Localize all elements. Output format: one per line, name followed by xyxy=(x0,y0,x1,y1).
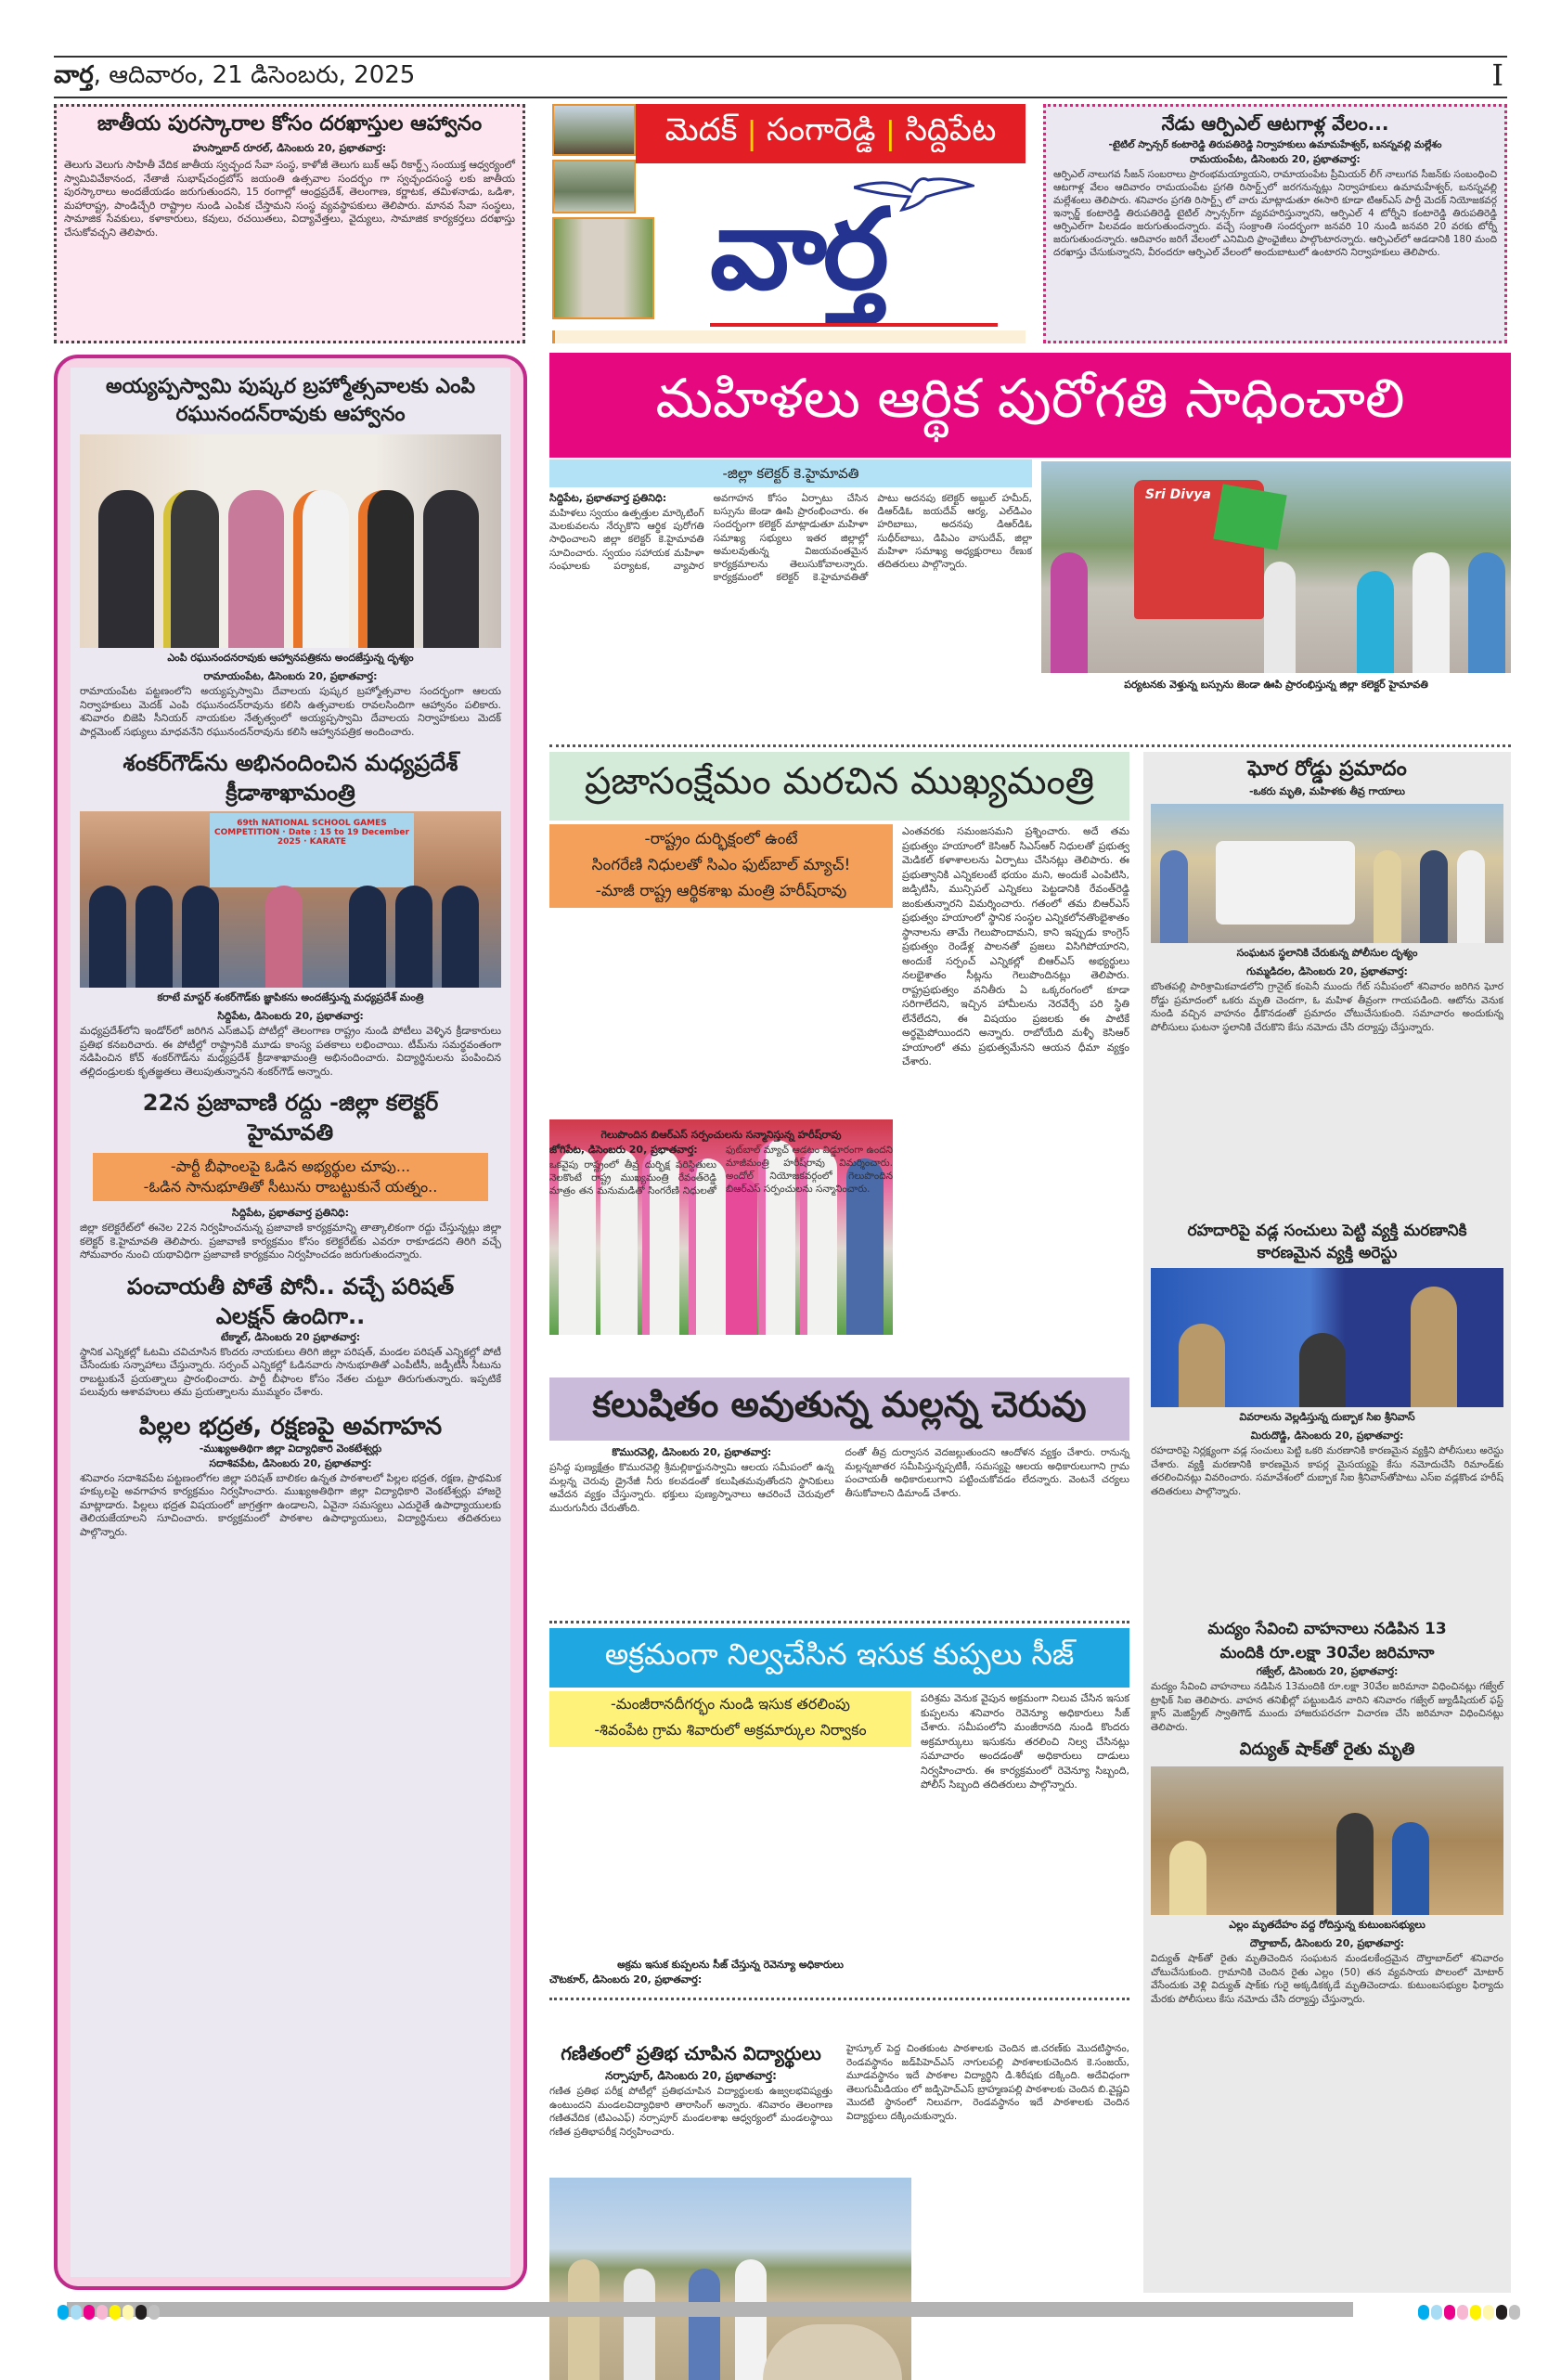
photo-caption: అక్రమ ఇసుక కుప్పలను సీజ్ చేస్తున్న రెవెన్యూ అధికారులు xyxy=(617,1959,844,1971)
event-banner: 69th NATIONAL SCHOOL GAMES COMPETITION · Date : 15 to 19 December 2025 · KARATE xyxy=(210,813,414,887)
issue-date: ఆదివారం, 21 డిసెంబరు, 2025 xyxy=(109,61,416,89)
kicker-box xyxy=(93,1153,488,1201)
swatch xyxy=(1444,2305,1455,2320)
person xyxy=(1392,1822,1429,1915)
person xyxy=(135,886,173,988)
dateline: టేక్మాల్, డిసెంబరు 20 ప్రభాతవార్త: xyxy=(220,1330,361,1343)
swatch xyxy=(97,2305,108,2320)
article-body: విద్యుత్ షాక్‌తో రైతు మృతిచెందిన సంఘటన మండలకేంద్రమైన దౌల్తాబాద్‌లో శనివారం చోటుచేసుకుంది. గ్రామానికి చెందిన రైతు ఎల్లం (50) తన వ్యవసాయ పొలంలో మోటార్ వేసేందుకు వెళ్లి విద్యుత్ షాక్‌కు గురై అక్కడికక్కడే మృతిచెందాడు. కుటుంబసభ్యుల ఫిర్యాదు మేరకు పోలీసులు కేసు నమోదు చేసి దర్యాప్తు చేస్తున్నారు. xyxy=(1151,1953,1503,2005)
photo-caption: సంఘటన స్థలానికి చేరుకున్న పోలీసుల దృశ్యం xyxy=(1236,947,1418,959)
landmark-photo-garden xyxy=(552,160,636,213)
photo-caption: పర్యటనకు వెళ్తున్న బస్సును జెండా ఊపి ప్రారంభిస్తున్న జిల్లా కలెక్టర్ హైమావతి xyxy=(1124,679,1428,691)
headline: రహదారిపై వడ్ల సంచులు పెట్టి వ్యక్తి మరణానికి కారణమైన వ్యక్తి అరెస్టు xyxy=(1187,1222,1467,1262)
left-column xyxy=(54,355,527,2290)
article-body: ప్రసిద్ధ పుణ్యక్షేత్రం కొమురవెల్లి శ్రీమల్లికార్జునస్వామి ఆలయ సమీపంలో ఉన్న మల్లన్న చెరువు డ్రైనేజీ నీరు కలవడంతో కలుషితమవుతోందని స్థానికులు ఆవేదన వ్యక్తం చేస్తున్నారు. భక్తులు పుణ్యస్నానాలు ఆచరించే చెరువులో మురుగునీరు చేరుతోంది. xyxy=(549,1462,834,1514)
region-medak: మెదక్ xyxy=(664,111,738,149)
subhead: -టైటిల్ స్పాన్సర్ కంటారెడ్డి తిరుపతిరెడ్డి నిర్వాహకులు ఉమామహేశ్వర్, బనస్నవల్లి మల్లేశం xyxy=(1108,139,1442,150)
headline: పంచాయతీ పోతే పోనీ.. వచ్చే పరిషత్ ఎలక్షన్ ఉందిగా.. xyxy=(126,1273,455,1329)
article-body: తెలుగు వెలుగు సాహితీ వేదిక జాతీయ స్వచ్ఛంద సేవా సంస్థ, కాళోజీ తెలుగు బుక్ ఆఫ్ రికార్డ్స్ సంయుక్త ఆధ్వర్యంలో స్వామివివేకానంద, నేతాజీ సుభాష్‌చంద్రబోస్ జయంతి ఉత్సవాల సందర్భం గా స్వచ్ఛందసంస్థ లకు జాతీయ పురస్కారాలు అందజేయడం జరుగుతుందని, 15 రంగాల్లో ఆంధ్రప్రదేశ్, తెలంగాణ, కర్ణాటక, తమిళనాడు, ఒడిశా, మహారాష్ట్ర, పాండిచ్చేరి రాష్ట్రాల నుండి ఎంపిక చేస్తామని సంస్థ వ్యవస్థాపకులు తెలిపారు. మానవ సేవా సంస్థలు, సామాజిక సేవకులు, కళాకారులు, కవులు, రచయితలు, విద్యావేత్తలు, వైద్యులు, సామాజిక కార్యకర్తలు దరఖాస్తు చేసుకోవచ్చని తెలిపారు. xyxy=(64,159,515,239)
logo-vaartha: వార్త xyxy=(710,186,885,315)
paper-name: వార్త xyxy=(54,61,94,89)
person xyxy=(89,886,126,988)
section-divider xyxy=(549,1621,1129,1623)
swatch xyxy=(1483,2305,1494,2320)
person xyxy=(228,490,284,648)
banner-footer xyxy=(552,330,1026,343)
swatch xyxy=(1496,2305,1507,2320)
story4-headline: అక్రమంగా నిల్వచేసిన ఇసుక కుప్పలు సీజ్ xyxy=(549,1628,1129,1688)
region-siddipet: సిద్దిపేట xyxy=(905,111,997,149)
subhead: -ఒకరు మృతి, మహిళకు తీవ్ర గాయాలు xyxy=(1249,785,1405,797)
person xyxy=(1299,1333,1346,1407)
right-column xyxy=(1143,752,1511,2293)
photo-caption: వివరాలను వెల్లడిస్తున్న దుబ్బాక సిఐ శ్రీనివాస్ xyxy=(1239,1411,1415,1423)
masthead-rule xyxy=(54,97,1507,98)
person xyxy=(395,886,432,988)
photo-karate-event xyxy=(80,811,501,988)
collector xyxy=(1357,571,1394,673)
kicker-line: -మాజీ రాష్ట్ర ఆర్థికశాఖ మంత్రి హరీష్‌రావు xyxy=(595,882,847,900)
person xyxy=(1179,1324,1225,1407)
story3-col-left xyxy=(549,1446,834,1609)
headline: పిల్లల భద్రత, రక్షణపై అవగాహన xyxy=(138,1412,443,1441)
headline: ఘోర రోడ్డు ప్రమాదం xyxy=(1247,757,1407,781)
landmark-photo-church xyxy=(552,217,654,319)
person xyxy=(423,490,479,648)
person xyxy=(163,490,219,648)
person xyxy=(1264,562,1296,673)
swatch xyxy=(148,2305,160,2320)
kicker-line: -మంజీరానదీగర్భం నుండి ఇసుక తరలింపు xyxy=(610,1695,851,1713)
story2-kicker xyxy=(549,824,893,908)
person xyxy=(1413,552,1450,673)
kicker-line: -రాష్ట్రం దుర్భిక్షంలో ఉంటే xyxy=(644,830,798,848)
dateline: చౌటకూర్, డిసెంబరు 20, ప్రభాతవార్త: xyxy=(549,1973,703,1985)
person xyxy=(358,490,414,648)
dateline: దౌల్తాబాద్, డిసెంబరు 20, ప్రభాతవార్త: xyxy=(1249,1937,1405,1949)
lead-article xyxy=(549,492,1032,735)
headline: అయ్యప్పస్వామి పుష్కర బ్రహ్మోత్సవాలకు ఎంపి రఘునందన్‌రావుకు ఆహ్వానం xyxy=(106,375,475,426)
kicker-line: సింగరేణి నిధులతో సిఎం ఫుట్‌బాల్ మ్యాచ్! xyxy=(591,856,851,874)
story2-body-right: ఎంతవరకు సమంజసమని ప్రశ్నించారు. అదే తమ ప్రభుత్వం హయాంలో కెసిఆర్ సిఎస్ఆర్ నిధులతో ప్రభుత్వ మెడికల్ కళాశాలలను ఏర్పాటు చేసినట్లు తెలిపారు. ఈ ప్రభుత్వానికి ఎన్నికలంటే భయం మని, అందుకే ఎంపిటిసి, జడ్పిటిసి, మున్సిపల్ ఎన్నికలు పెట్టడానికి రేవంత్‌రెడ్డి జంకుతున్నారని విమర్శించారు. గతంలో తమ బిఆర్ఎస్ ప్రభుత్వం హయాంలో స్థానిక సంస్థల ఎన్నికలోనతొంభైశాతం స్థానాలను తామే గెలుపొందామని, కాని ఇప్పుడు కాంగ్రెస్ ప్రభుత్వం రెండేళ్ల పాలనతో ప్రజలు విసిగిపోయారని, అందుకే సర్పంచ్ ఎన్నికల్లో బిఆర్ఎస్ అభ్యర్థులు నలభైశాతం సీట్లను గెలుపొందినట్లు తెలిపారు. రాష్ట్రప్రభుత్వం వనితీరు ఏ ఒక్కరంగంలో కూడా సరిగాలేదని, ఇచ్చిన హామీలను నెరవేర్చే పరి స్థితి లేనేలేదని, ఈ విషయం ప్రజలకు ఈ పాటికే అర్థమైపోయిందని అన్నారు. రాబోయేది మళ్ళీ కెసిఆర్ హయాంలో తమ ప్రభుత్వమేనని ఆయన ధీమా వ్యక్తం చేశారు. xyxy=(902,825,1129,1067)
person xyxy=(1468,552,1505,673)
person xyxy=(182,886,219,988)
dateline: మిరుదొడ్డి, డిసెంబరు 20, ప్రభాతవార్త: xyxy=(1250,1429,1404,1442)
kicker-line: -పార్టీ బీఫాంలపై ఓడిన అభ్యర్థుల చూపు... xyxy=(170,1158,411,1175)
headline: శంకర్‌గౌడ్‌ను అభినందించిన మధ్యప్రదేశ్ క్రీడాశాఖామంత్రి xyxy=(123,750,458,806)
page-number: I xyxy=(1491,58,1503,93)
region-sangareddy: సంగారెడ్డి xyxy=(766,111,876,149)
photo-caption: గెలుపొందిన బిఆర్ఎస్ సర్పంచులను సన్మానిస్తున్న హరీష్‌రావు xyxy=(600,1129,842,1141)
swatch xyxy=(110,2305,121,2320)
person xyxy=(1051,552,1088,673)
swatch xyxy=(1418,2305,1429,2320)
separator: | xyxy=(884,115,897,152)
swatch xyxy=(1431,2305,1442,2320)
article-body: ఆర్పిఎల్ నాలుగవ సీజన్ సంబరాలు ప్రారంభమయ్యాయని, రామాయంపేట ప్రీమియర్ లీగ్ నాలుగవ సీజన్‌కు సంబంధించి ఆటగాళ్ల వేలం ఆదివారం రామయంపేట ప్రగతి రిసార్ట్స్‌లో జరగనున్నట్లు నిర్వాహకులు ఉమామహేశ్వర్, బనస్నవల్లి మల్లేశంలు తెలిపారు. శనివారం ప్రగతి రిసార్ట్స్ లో వారు మాట్లాడుతూ ఈసారి కూడా టిఆర్ఎస్ పార్టీ మెదక్ నియోజకవర్గ ఇన్చార్జ్ కంటారెడ్డి తిరుపతిరెడ్డి టైటిల్ స్పాన్సర్‌గా వ్యవహరిస్తున్నారని, ఆర్పిఎల్ 4 టోర్నీని కంటారెడ్డి తిరుపతిరెడ్డి ఆర్పిఎల్‌గా పిలవడం జరుగుతుందన్నారు. వచ్చే సంక్రాంతి సందర్భంగా జనవరి 10 నుండి జనవరి 20 వరకు టోర్నీ జరుగుతుందన్నారు. ఆదివారం జరిగే వేలంలో ఎనిమిది ఫ్రాంఛైజీలు పాల్గొంటారన్నారు. ఆర్పిఎల్‌లో ఆడడానికి 180 మంది దరఖాస్తు చేసుకున్నారని, వీరందరూ ఆర్పిఎల్ వేలంలో అందుబాటులో ఉంటారని నిర్వాహకులు తెలిపారు. xyxy=(1053,169,1497,258)
color-registration-marks-left xyxy=(58,2305,160,2320)
article-body: పరిశ్రమ వెనుక వైపున అక్రమంగా నిలువ చేసిన ఇసుక కుప్పలను శనివారం రెవెన్యూ అధికారులు సీజ్ చేశారు. సమీపంలోని మంజీరానది నుండి కొందరు అక్రమార్కులు ఇసుకను తరలించి నిల్వ చేసినట్లు సమాచారం అందడంతో అధికారులు దాడులు నిర్వహించారు. ఈ కార్యక్రమంలో రెవెన్యూ సిబ్బంది, పోలీస్ సిబ్బంది తదితరులు పాల్గొన్నారు. xyxy=(921,1692,1129,1791)
person xyxy=(1457,850,1485,943)
section-divider xyxy=(549,744,1511,747)
story4-kicker xyxy=(549,1691,911,1747)
dateline: కొమురవెల్లి, డిసెంబరు 20, ప్రభాతవార్త: xyxy=(612,1446,772,1458)
article-body: దంతో తీవ్ర దుర్వాసన వెదజల్లుతుందని ఆందోళన వ్యక్తం చేశారు. రానున్న మల్లన్నజాతర సమీపిస్తున్నప్పటికీ, సమస్యపై ఆలయ అధికారులుగాని గ్రామ పంచాయతీ అధికారులుగాని పట్టించుకోవడం లేదన్నారు. వెంటనే చర్యలు తీసుకోవాలని డిమాండ్ చేశారు. xyxy=(845,1447,1129,1499)
dateline: నర్సాపూర్, డిసెంబరు 20, ప్రభాతవార్త: xyxy=(605,2069,777,2082)
photo-police-briefing xyxy=(1151,1268,1503,1407)
swatch xyxy=(84,2305,95,2320)
sand-pile xyxy=(763,2324,902,2380)
lead-headline: మహిళలు ఆర్థిక పురోగతి సాధించాలి xyxy=(549,353,1511,458)
photo-mp-invitation xyxy=(80,434,501,648)
swatch xyxy=(1509,2305,1520,2320)
logo-underline xyxy=(710,323,998,327)
kicker-line: -ఓడిన సానుభూతితో సీటును రాబట్టుకునే యత్నం.. xyxy=(143,1178,438,1196)
article-body: మధ్యప్రదేశ్‌లోని ఇండోర్‌లో జరిగిన ఎస్‌జిఎఫ్ పోటీల్లో తెలంగాణ రాష్ట్రం నుండి పోటీలు వెళ్ళిన క్రీడాకారులు ప్రతిభ కనబరిచారు. ఈ పోటీల్లో రాష్ట్రానికి మూడు కాంస్య పతకాలు లభించాయి. టీమ్‌ను సమర్థవంతంగా నడిపించిన కోచ్ శంకర్‌గౌడ్‌ను మధ్యప్రదేశ్ క్రీడాశాఖామంత్రి అభినందించారు. విద్యార్థినులను పంపించిన తల్లిదండ్రులకు కృతజ్ఞతలు తెలుపుతున్నానని శంకర్‌గౌడ్ అన్నారు. xyxy=(80,1025,501,1078)
story5-left xyxy=(549,2042,832,2293)
dateline: జోగిపేట, డిసెంబరు 20, ప్రభాతవార్త: xyxy=(549,1144,698,1156)
officer xyxy=(1411,1287,1457,1407)
story3-headline: కలుషితం అవుతున్న మల్లన్న చెరువు xyxy=(549,1378,1129,1441)
article-body: బొంతపల్లి పారిశ్రామికవాడలోని గ్రానైట్ కంపెనీ ముందు గేట్ సమీపంలో శనివారం జరిగిన ఘోర రోడ్డు ప్రమాదంలో ఒకరు మృతి చెందగా, ఓ మహిళ తీవ్రంగా గాయపడింది. ఆటోను వెనుక నుండి వచ్చిన వాహనం ఢీకొనడంతో ప్రమాదం చోటుచేసుకుంది. సమాచారం అందుకున్న పోలీసులు ఘటనా స్థలానికి చేరుకొని కేసు నమోదు చేసి దర్యాప్తు చేస్తున్నారు. xyxy=(1151,981,1503,1033)
ambulance-van xyxy=(1216,841,1355,925)
photo-caption: కరాటే మాస్టర్ శంకర్‌గౌడ్‌కు జ్ఞాపికను అందజేస్తున్న మధ్యప్రదేశ్ మంత్రి xyxy=(157,991,424,1003)
dateline: హుస్నాబాద్ రూరల్, డిసెంబరు 20, ప్రభాతవార్త: xyxy=(192,142,387,154)
dateline: సిద్దిపేట, ప్రభాతవార్త ప్రతినిధి: xyxy=(549,492,667,504)
story2-headline: ప్రజాసంక్షేమం మరచిన ముఖ్యమంత్రి xyxy=(549,752,1129,821)
swatch xyxy=(1470,2305,1481,2320)
person xyxy=(1374,850,1401,943)
dateline: సదాశివపేట, డిసెంబరు 20, ప్రభాతవార్త: xyxy=(209,1456,372,1469)
person xyxy=(293,490,349,648)
swatch xyxy=(1457,2305,1468,2320)
swatch xyxy=(135,2305,147,2320)
article-body: ఒకవైపు రాష్ట్రంలో తీవ్ర దుర్భిక్ష పరిస్థితులు నెలకొంటే రాష్ట్ర ముఖ్యమంత్రి రేవంత్‌రెడ్డి మాత్రం తన మనుమడితో సింగరేణి నిధులతో ఫుట్‌బాల్ మ్యాచ్ ఆడటం విడ్డూరంగా ఉందని మాజీమంత్రి హరీష్‌రావు విమర్శించారు. అందోల్ నియోజకవర్గంలో గెలుపొందిన బిఆర్ఎస్ సర్పంచులను సన్మానించారు. xyxy=(549,1145,893,1196)
article-body: హైస్కూల్ పెద్ద చింతకుంట పాఠశాలకు చెందిన జి.చరణ్‌కు మొదటిస్థానం, రెండవస్థానం జడ్‌పిహెచ్‌ఎస్ నాగులపల్లి పాఠశాలకుచెందిన కె.సంజయ్, మూడవస్థానం ఇదే పాఠశాల విద్యార్థిని డి.శిరీషకు దక్కింది. అదేవిధంగా తెలుగుమీడియం లో జడ్పిహెచ్ఎస్ బ్రాహ్మణపల్లి పాఠశాలకు చెందిన బి.వైష్ణవి మొదటి స్థానంలో నిలువగా, రెండవస్థానం ఇదే పాఠశాలకు చెందిన విద్యార్థులు దక్కించుకున్నారు. xyxy=(846,2043,1129,2122)
section-divider xyxy=(549,1998,1129,2000)
print-registration-bar xyxy=(67,2302,1353,2317)
article-body: శనివారం సదాశివపేట పట్టణంలోగల జిల్లా పరిషత్ బాలికల ఉన్నత పాఠశాలలో పిల్లల భద్రత, రక్షణ, ప్రాథమిక హక్కులపై అవగాహన కార్యక్రమం నిర్వహించారు. ముఖ్యఅతిథిగా జిల్లా విద్యాధికారి వెంకటేశ్వర్లు హాజరై మాట్లాడారు. పిల్లలు భద్రత విషయంలో జాగ్రత్తగా ఉండాలని, ఏవైనా సమస్యలు ఎదురైతే ఉపాధ్యాయులకు తెలియజేయాలని సూచించారు. కార్యక్రమంలో పాఠశాల ఉపాధ్యాయులు, విద్యార్థినులు తదితరులు పాల్గొన్నారు. xyxy=(80,1471,501,1538)
story3-article xyxy=(549,1446,1129,1609)
left-column-inner xyxy=(71,368,510,2277)
article-body: గణిత ప్రతిభ పరీక్ష పోటీల్లో ప్రతిభచూపిన విద్యార్థులకు ఉజ్వలభవిష్యత్తు ఉంటుందని మండలవిద్యాధికారి తారాసింగ్ అన్నారు. శనివారం తెలంగాణ గణితవేదిక (టిఎంఎఫ్) నర్సాపూర్ మండలశాఖ ఆధ్వర్యంలో మండలస్థాయి గణిత ప్రతిభాపరీక్ష నిర్వహించారు. xyxy=(549,2086,832,2138)
dateline: రామయంపేట, డిసెంబరు 20, ప్రభాతవార్త: xyxy=(1190,153,1361,165)
kicker-line: -శివంపేట గ్రామ శివారులో అక్రమార్కుల నిర్వాకం xyxy=(594,1721,867,1739)
photo-farmer-death xyxy=(1151,1766,1503,1915)
person xyxy=(98,490,154,648)
headline: గణితంలో ప్రతిభ చూపిన విద్యార్థులు xyxy=(561,2042,821,2064)
green-flag xyxy=(1213,484,1286,550)
person xyxy=(442,886,479,988)
subhead: -ముఖ్యఅతిథిగా జిల్లా విద్యాధికారి వెంకటేశ్వర్లు xyxy=(199,1442,382,1455)
top-rule xyxy=(54,56,1507,58)
article-body: జిల్లా కలెక్టరేట్‌లో ఈనెల 22న నిర్వహించనున్న ప్రజావాణి కార్యక్రమాన్ని తాత్కాలికంగా రద్దు చేస్తున్నట్లు జిల్లా కలెక్టర్ కె.హైమావతి తెలిపారు. ప్రజావాణి కార్యక్రమం కోసం కలెక్టరేట్‌కు ఎవరూ రాకూడదని తిరిగి వచ్చే సోమవారం నుంచి యథావిధిగా ప్రజావాణి కార్యక్రమం నిర్వహించడం జరుగుతుందన్నారు. xyxy=(80,1222,501,1261)
edition-banner xyxy=(552,104,1026,343)
landmark-photo-temple xyxy=(552,104,636,156)
article-body: మద్యం సేవించి వాహనాలు నడిపిన 13మందికి రూ.లక్షా 30వేల జరిమానా విధించినట్లు గజ్వేల్ ట్రాఫిక్ సిఐ తెలిపారు. వాహన తనిఖీల్లో పట్టుబడిన వారిని శనివారం గజ్వేల్ జ్యుడీషియల్ ఫస్ట్ క్లాస్ మెజిస్ట్రేట్ స్వాతిగౌడ్ ముందు హాజరుపరచగా విచారణ చేసి జరిమానా విధించినట్లు తెలిపారు. xyxy=(1151,1681,1503,1733)
dateline: రామాయంపేట, డిసెంబరు 20, ప్రభాతవార్త: xyxy=(203,670,378,682)
person xyxy=(349,886,386,988)
person xyxy=(1420,850,1448,943)
photo-caption: ఎంపి రఘునందనరావుకు ఆహ్వానపత్రికను అందజేస్తున్న దృశ్యం xyxy=(167,652,414,664)
article-body: మహిళలు స్వయం ఉత్పత్తుల మార్కెటింగ్ మెలకువలను నేర్చుకొని ఆర్థిక పురోగతి సాధించాలని జిల్లా కలెక్టర్ కె.హైమావతి సూచించారు. స్వయం సహాయక మహిళా సంఘాలకు పర్యాటక, వ్యాపార అవగాహన కోసం ఏర్పాటు చేసిన బస్సును జెండా ఊపి ప్రారంభించారు. ఈ సందర్భంగా కలెక్టర్ మాట్లాడుతూ మహిళా సమాఖ్య సభ్యులు ఇతర జిల్లాల్లో అమలవుతున్న విజయవంతమైన కార్యక్రమాలను తెలుసుకోవాలన్నారు. కార్యక్రమంలో కలెక్టర్ కె.హైమావతితో పాటు అదనపు కలెక్టర్ అబ్దుల్ హమీద్, డిఆర్‌డిఓ జయదేవ్ ఆర్య, ఎల్‌డిఎం హరిబాబు, అదనపు డిఆర్‌డిఓ సుధీర్‌బాబు, డిపిఎం వాసుదేవ్, జిల్లా మహిళా సమాఖ్య అధ్యక్షురాలు రేణుక తదితరులు పాల్గొన్నారు. xyxy=(549,493,1032,584)
masthead-dateline: వార్త, ఆదివారం, 21 డిసెంబరు, 2025 xyxy=(54,61,416,89)
dateline: గుమ్మడిదల, డిసెంబరు 20, ప్రభాతవార్త: xyxy=(1246,965,1408,977)
person xyxy=(1169,1841,1206,1915)
lead-subhead: -జిల్లా కలెక్టర్ కె.హైమావతి xyxy=(549,459,1032,487)
photo-caption: ఎల్లం మృతదేహం వద్ద రోదిస్తున్న కుటుంబసభ్యులు xyxy=(1229,1919,1426,1931)
story2-body-left xyxy=(549,1144,893,1366)
edition-strip xyxy=(636,104,1026,163)
photo-accident-scene xyxy=(1151,804,1503,943)
color-registration-marks-right xyxy=(1418,2305,1520,2320)
story-national-awards xyxy=(54,104,525,343)
person xyxy=(1336,1813,1374,1915)
swatch xyxy=(58,2305,69,2320)
bus-sign: Sri Divya xyxy=(1145,487,1211,502)
separator: | xyxy=(746,115,757,152)
headline: విద్యుత్ షాక్‌తో రైతు మృతి xyxy=(1239,1740,1415,1759)
swatch xyxy=(123,2305,134,2320)
person xyxy=(265,886,303,988)
dateline: సిద్దిపేట, డిసెంబరు 20, ప్రభాతవార్త: xyxy=(217,1010,364,1022)
dateline: సిద్దిపేట, ప్రభాతవార్త ప్రతినిధి: xyxy=(231,1207,350,1219)
headline: జాతీయ పురస్కారాల కోసం దరఖాస్తుల ఆహ్వానం xyxy=(97,112,483,136)
article-body: స్థానిక ఎన్నికల్లో ఓటమి చవిచూసిన కొందరు నాయకులు తిరిగి జిల్లా పరిషత్, మండల పరిషత్ ఎన్నికల్లో పోటీ చేసేందుకు సన్నాహాలు చేస్తున్నారు. సర్పంచ్ ఎన్నికల్లో ఓడినవారు సానుభూతితో ఎంపీటీసీ, జడ్పీటీసీ సీటును రాబట్టుకునే ప్రయత్నాలు ప్రారంభించారు. పార్టీ బీఫాంల కోసం నేతల చుట్టూ తిరుగుతున్నారు. ఇప్పటికే పలువురు ఆశావహులు తమ ప్రయత్నాలను ముమ్మరం చేశారు. xyxy=(80,1345,501,1398)
dateline: గజ్వేల్, డిసెంబరు 20, ప్రభాతవార్త: xyxy=(1256,1665,1399,1677)
headline: మద్యం సేవించి వాహనాలు నడిపిన 13 మందికి రూ.లక్షా 30వేల జరిమానా xyxy=(1207,1620,1447,1662)
photo-bus-flagoff xyxy=(1041,461,1511,673)
headline: 22న ప్రజావాణి రద్దు -జిల్లా కలెక్టర్ హైమావతి xyxy=(142,1090,439,1145)
article-body: రామాయంపేట పట్టణంలోని అయ్యప్పస్వామి దేవాలయ పుష్కర బ్రహ్మోత్సవాల సందర్భంగా ఆలయ నిర్వాహకులు మెదక్ ఎంపి రఘునందన్‌రావును కలిసి ఉత్సవాలకు రావలసిందిగా ఆహ్వానం పలికారు. శనివారం బిజెపి సీనియర్ నాయకుల నేతృత్వంలో అయ్యప్పస్వామి దేవాలయ నిర్వాహకులు మెదక్ పార్లమెంట్ సభ్యులు మాధవనేని రఘునందన్‌రావును కలిసి ఆహ్వానపత్రిక అందించారు. xyxy=(80,685,501,738)
story-rpl-auction xyxy=(1043,104,1507,343)
swatch xyxy=(71,2305,82,2320)
person xyxy=(1160,850,1188,943)
headline: నేడు ఆర్పిఎల్ ఆటగాళ్ల వేలం... xyxy=(1161,112,1389,135)
article-body: రహదారిపై నిర్లక్ష్యంగా వడ్ల సంచులు పెట్టి ఒకరి మరణానికి కారణమైన వ్యక్తిని పోలీసులు అరెస్టు చేశారు. వ్యక్తి మరణానికి కారణమైన కాపర్ల మైసయ్యపై కేసు నమోదుచేసి రిమాండ్‌కు తరలించినట్లు వివరించారు. సమావేశంలో దుబ్బాక సిఐ శ్రీనివాస్‌తోపాటు ఎస్ఐ వడ్లకొండ హరీష్ తదితరులు పాల్గొన్నారు. xyxy=(1151,1445,1503,1497)
